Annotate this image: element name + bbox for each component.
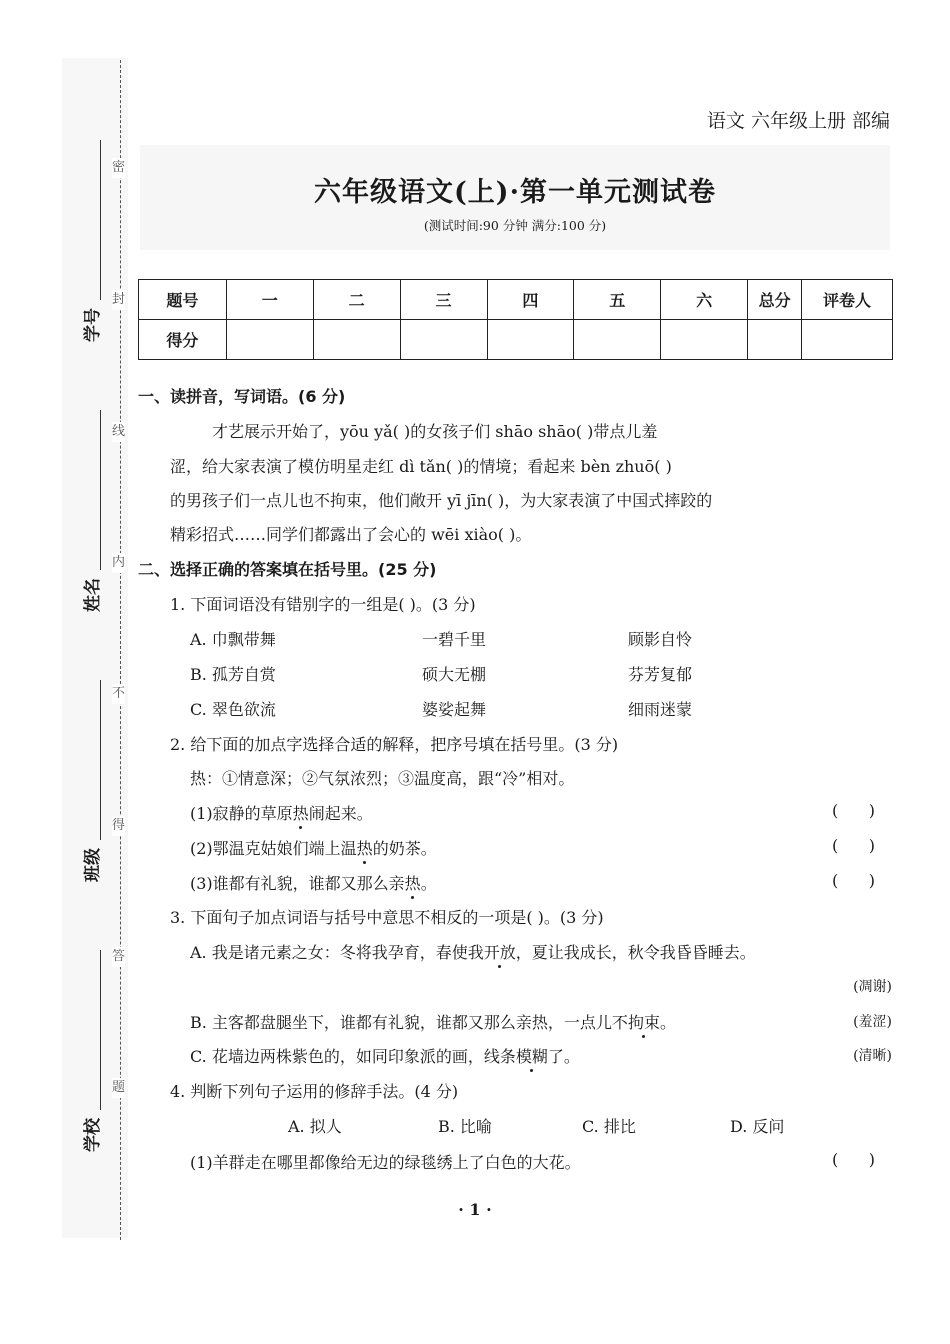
score-cell[interactable] — [661, 320, 748, 360]
emphasized-char: 热 — [404, 874, 421, 893]
option-text: 。 — [659, 1013, 676, 1032]
option-text: A. 我是诸元素之女：冬将我孕育，春使我 — [190, 943, 484, 962]
emphasized-word: 模糊 — [515, 1047, 548, 1066]
option-c — [190, 1044, 580, 1067]
name-label: 姓名 — [83, 578, 103, 612]
score-cell[interactable] — [574, 320, 661, 360]
student-id-label: 学号 — [83, 308, 103, 342]
option-text: A. 巾飘带舞 — [190, 630, 276, 649]
table-header-cell: 二 — [313, 280, 400, 320]
option-text: B. 比喻 — [438, 1117, 492, 1136]
option-text: C. 花墙边两株紫色的，如同印象派的画，线条 — [190, 1047, 516, 1066]
seal-char: 得 — [112, 816, 125, 836]
sub-question-text: 。 — [420, 874, 437, 893]
page-title: 六年级语文(上)·第一单元测试卷 — [314, 177, 716, 208]
pinyin-line: 涩，给大家表演了模仿明星走红 dì tǎn( )的情境；看起来 bèn zhuō( ) — [170, 457, 672, 476]
exam-meta: (测试时间:90 分钟 满分:100 分) — [423, 218, 607, 233]
class-label: 班级 — [83, 848, 103, 882]
score-cell[interactable] — [313, 320, 400, 360]
binding-margin — [62, 58, 128, 1238]
option-text: 婆娑起舞 — [422, 700, 487, 719]
option-text: 了。 — [547, 1047, 580, 1066]
score-table — [138, 279, 893, 360]
seal-char: 题 — [112, 1078, 125, 1098]
option-text: 细雨迷蒙 — [628, 700, 693, 719]
emphasized-char: 热 — [356, 839, 373, 858]
score-row — [139, 320, 893, 360]
sub-question — [190, 801, 373, 824]
sub-question — [190, 871, 437, 894]
name-blank[interactable] — [100, 410, 101, 570]
pinyin-line: 才艺展示开始了，yōu yǎ( )的女孩子们 shāo shāo( )带点儿羞 — [212, 422, 658, 441]
table-header-cell: 一 — [226, 280, 313, 320]
score-cell[interactable] — [748, 320, 802, 360]
antonym-hint: (凋谢) — [853, 979, 892, 995]
option-text: C. 翠色欲流 — [190, 700, 276, 719]
score-cell[interactable] — [802, 320, 893, 360]
score-cell[interactable] — [487, 320, 574, 360]
table-header-cell: 题号 — [139, 280, 227, 320]
option-text: 芬芳复郁 — [628, 665, 693, 684]
table-header-cell: 六 — [661, 280, 748, 320]
option-text: B. 孤芳自赏 — [190, 665, 276, 684]
seal-char: 线 — [112, 422, 125, 442]
question-3-stem: 3. 下面句子加点词语与括号中意思不相反的一项是( )。(3 分) — [170, 908, 604, 927]
option-text: ，夏让我成长，秋令我昏昏睡去。 — [515, 943, 756, 962]
pinyin-line: 精彩招式……同学们都露出了会心的 wēi xiào( )。 — [170, 525, 532, 544]
subject-label: 语文 六年级上册 部编 — [706, 110, 890, 132]
emphasized-char: 热 — [292, 804, 309, 823]
option-text: 一碧千里 — [422, 630, 487, 649]
seal-char: 不 — [112, 684, 125, 704]
option-text: A. 拟人 — [288, 1117, 342, 1136]
school-label: 学校 — [83, 1118, 103, 1152]
answer-bracket[interactable]: ( ) — [832, 1150, 875, 1169]
pinyin-line: 的男孩子们一点儿也不拘束，他们敞开 yī jīn( )，为大家表演了中国式摔跤的 — [170, 491, 713, 510]
sub-question-text: (1)寂静的草原 — [190, 804, 293, 823]
option-b — [190, 1010, 676, 1033]
answer-bracket[interactable]: ( ) — [832, 836, 875, 855]
table-header-cell: 三 — [400, 280, 487, 320]
antonym-hint: (清晰) — [853, 1048, 892, 1064]
option-text: B. 主客都盘腿坐下，谁都有礼貌，谁都又那么亲热，一点儿不 — [190, 1013, 628, 1032]
score-cell[interactable] — [226, 320, 313, 360]
seal-char: 密 — [112, 158, 125, 178]
answer-bracket[interactable]: ( ) — [832, 871, 875, 890]
seal-char: 内 — [112, 553, 125, 573]
antonym-hint: (羞涩) — [853, 1014, 892, 1030]
table-header-cell: 评卷人 — [802, 280, 893, 320]
sub-question-text: 闹起来。 — [308, 804, 373, 823]
table-header-cell: 五 — [574, 280, 661, 320]
sub-question: (1)羊群走在哪里都像给无边的绿毯绣上了白色的大花。 — [190, 1153, 581, 1172]
class-blank[interactable] — [100, 680, 101, 840]
emphasized-word: 拘束 — [627, 1013, 660, 1032]
option-text: C. 排比 — [582, 1117, 636, 1136]
sub-question-text: (3)谁都有礼貌，谁都又那么亲 — [190, 874, 405, 893]
student-id-blank[interactable] — [100, 140, 101, 300]
sub-question-text: (2)鄂温克姑娘们端上温 — [190, 839, 357, 858]
score-row-label: 得分 — [139, 320, 227, 360]
option-text: 硕大无棚 — [422, 665, 487, 684]
sub-question — [190, 836, 437, 859]
definition-line: 热：①情意深；②气氛浓烈；③温度高，跟“冷”相对。 — [190, 769, 575, 788]
answer-bracket[interactable]: ( ) — [832, 801, 875, 820]
question-1-stem: 1. 下面词语没有错别字的一组是( )。(3 分) — [170, 595, 476, 614]
option-text: 顾影自怜 — [628, 630, 693, 649]
seal-char: 封 — [112, 290, 125, 310]
option-text: D. 反问 — [730, 1117, 785, 1136]
school-blank[interactable] — [100, 950, 101, 1110]
section-2-title: 二、选择正确的答案填在括号里。(25 分) — [138, 560, 437, 579]
seal-dashed-line — [120, 60, 121, 1240]
sub-question-text: 的奶茶。 — [372, 839, 437, 858]
question-4-stem: 4. 判断下列句子运用的修辞手法。(4 分) — [170, 1082, 459, 1101]
emphasized-word: 开放 — [483, 943, 516, 962]
seal-char: 答 — [112, 947, 125, 967]
score-header-row — [139, 280, 893, 320]
section-1-title: 一、读拼音，写词语。(6 分) — [138, 387, 346, 406]
option-a — [190, 940, 756, 963]
score-cell[interactable] — [400, 320, 487, 360]
page-number: · 1 · — [458, 1200, 492, 1219]
question-2-stem: 2. 给下面的加点字选择合适的解释，把序号填在括号里。(3 分) — [170, 735, 619, 754]
table-header-cell: 总分 — [748, 280, 802, 320]
table-header-cell: 四 — [487, 280, 574, 320]
